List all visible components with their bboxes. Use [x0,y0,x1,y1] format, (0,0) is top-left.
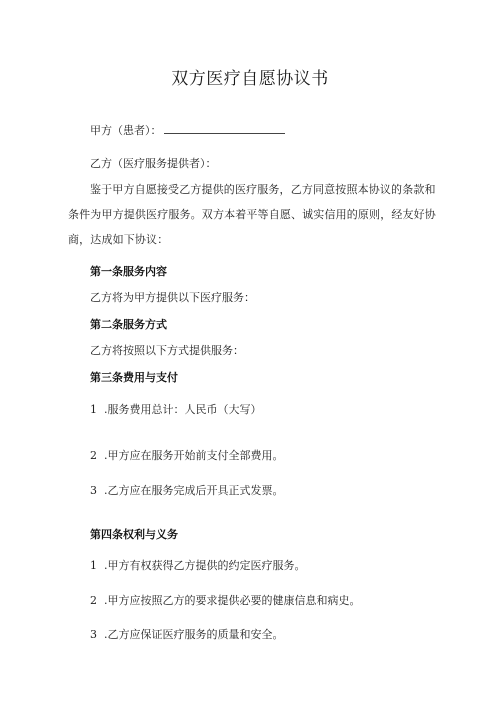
article4-item-3 [90,628,284,642]
list-item-number: 1 [90,403,97,416]
article1-body: 乙方将为甲方提供以下医疗服务： [90,291,255,304]
article4-item-2 [90,594,361,608]
article3-heading: 第三条费用与支付 [90,371,178,384]
list-item-text: .甲方有权获得乙方提供的约定医疗服务。 [104,559,306,572]
list-item-text: .甲方应在服务开始前支付全部费用。 [104,449,284,462]
party-a-line [90,122,285,138]
article3-item-3 [90,484,284,498]
list-item-number: 1 [90,559,97,572]
article3-item-1 [90,403,262,417]
party-b-label: 乙方（医疗服务提供者）： [90,157,217,170]
list-item-number: 3 [90,628,97,641]
list-item-number: 2 [90,449,97,462]
preamble-paragraph: 鉴于甲方自愿接受乙方提供的医疗服务，乙方同意按照本协议的条款和条件为甲方提供医疗服务。双方本着平等自愿、诚实信用的原则，经友好协商，达成如下协议： [68,183,436,246]
article3-item-2 [90,449,284,463]
list-item-number: 2 [90,594,97,607]
article4-heading: 第四条权利与义务 [90,528,178,541]
list-item-text: .乙方应在服务完成后开具正式发票。 [104,484,284,497]
party-a-label: 甲方（患者）： [90,124,162,137]
article2-heading: 第二条服务方式 [90,318,167,331]
article1-heading: 第一条服务内容 [90,265,167,278]
list-item-number: 3 [90,484,97,497]
list-item-text: .乙方应保证医疗服务的质量和安全。 [104,628,284,641]
list-item-text: .甲方应按照乙方的要求提供必要的健康信息和病史。 [104,594,361,607]
article4-item-1 [90,559,306,573]
party-a-blank-field [164,122,285,134]
list-item-text: .服务费用总计：人民币（大写） [104,403,262,416]
article2-body: 乙方将按照以下方式提供服务： [90,344,244,357]
document-title: 双方医疗自愿协议书 [171,69,329,89]
